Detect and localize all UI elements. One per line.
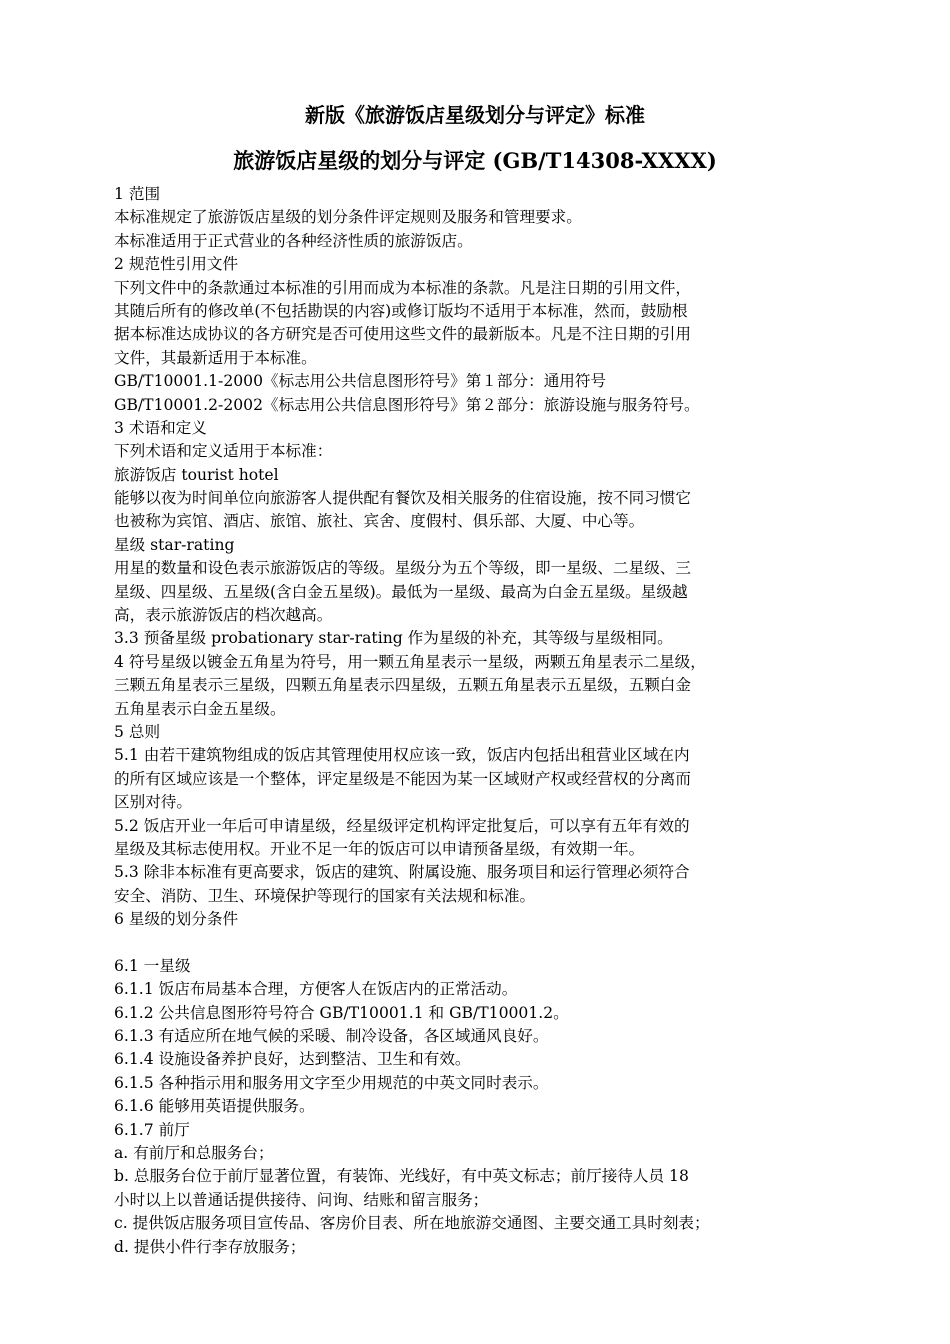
body-text-line: c. 提供饭店服务项目宣传品、客房价目表、所在地旅游交通图、主要交通工具时刻表； xyxy=(114,1214,710,1233)
body-text-line: 文件，其最新适用于本标准。 xyxy=(114,348,317,367)
body-text-line: 6.1.7 前厅 xyxy=(114,1120,190,1139)
body-text-line: 下列术语和定义适用于本标准： xyxy=(114,442,333,461)
body-text-line: 本标准规定了旅游饭店星级的划分条件评定规则及服务和管理要求。 xyxy=(114,208,582,227)
body-text-line: 5.1 由若干建筑物组成的饭店其管理使用权应该一致，饭店内包括出租营业区域在内 xyxy=(114,746,690,765)
body-text-line: 据本标准达成协议的各方研究是否可使用这些文件的最新版本。凡是不注日期的引用 xyxy=(114,325,691,344)
body-text-line: 6 星级的划分条件 xyxy=(114,910,239,929)
body-text-line: 用星的数量和设色表示旅游饭店的等级。星级分为五个等级，即一星级、二星级、三 xyxy=(114,559,691,578)
body-text-line: 也被称为宾馆、酒店、旅馆、旅社、宾舍、度假村、俱乐部、大厦、中心等。 xyxy=(114,512,645,531)
body-text-line: 旅游饭店 tourist hotel xyxy=(114,465,279,484)
body-text-line: 下列文件中的条款通过本标准的引用而成为本标准的条款。凡是注日期的引用文件， xyxy=(114,278,691,297)
body-text-line: 4 符号星级以镀金五角星为符号，用一颗五角星表示一星级，两颗五角星表示二星级， xyxy=(114,652,706,671)
body-text-line: 6.1.2 公共信息图形符号符合 GB/T10001.1 和 GB/T10001.2。 xyxy=(114,1003,569,1022)
body-text-line: 5.2 饭店开业一年后可申请星级，经星级评定机构评定批复后，可以享有五年有效的 xyxy=(114,816,690,835)
body-text-line: 5 总则 xyxy=(114,722,161,741)
body-text-line: GB/T10001.1-2000《标志用公共信息图形符号》第１部分：通用符号 xyxy=(114,372,607,391)
body-text-line: 6.1.1 饭店布局基本合理，方便客人在饭店内的正常活动。 xyxy=(114,980,518,999)
body-text-line: 6.1 一星级 xyxy=(114,956,191,975)
body-text-line: 五角星表示白金五星级。 xyxy=(114,699,286,718)
body-text-line: 能够以夜为时间单位向旅游客人提供配有餐饮及相关服务的住宿设施，按不同习惯它 xyxy=(114,489,691,508)
body-text-line: 3.3 预备星级 probationary star-rating 作为星级的补充，其等级与星级相同。 xyxy=(114,629,673,648)
body-text-line: 本标准适用于正式营业的各种经济性质的旅游饭店。 xyxy=(114,231,473,250)
body-text-line xyxy=(114,932,854,955)
body-text-line: d. 提供小件行李存放服务； xyxy=(114,1237,306,1256)
body-text-line: 小时以上以普通话提供接待、问询、结账和留言服务； xyxy=(114,1190,489,1209)
body-text-line: 星级及其标志使用权。开业不足一年的饭店可以申请预备星级，有效期一年。 xyxy=(114,839,645,858)
body-text-line: 6.1.3 有适应所在地气候的采暖、制冷设备，各区域通风良好。 xyxy=(114,1027,549,1046)
body-text-line: a. 有前厅和总服务台； xyxy=(114,1144,274,1163)
body-text-line: 6.1.6 能够用英语提供服务。 xyxy=(114,1097,315,1116)
body-text-line: 3 术语和定义 xyxy=(114,418,207,437)
body-text-line: 安全、消防、卫生、环境保护等现行的国家有关法规和标准。 xyxy=(114,886,536,905)
body-text-line: 其随后所有的修改单(不包括勘误的内容)或修订版均不适用于本标准，然而，鼓励根 xyxy=(114,301,688,320)
body-text-line: 三颗五角星表示三星级，四颗五角星表示四星级，五颗五角星表示五星级，五颗白金 xyxy=(114,676,691,695)
body-text-line: 区别对待。 xyxy=(114,793,192,812)
body-text-line: b. 总服务台位于前厅显著位置，有装饰、光线好，有中英文标志；前厅接待人员 18 xyxy=(114,1167,689,1186)
body-text-line: 高，表示旅游饭店的档次越高。 xyxy=(114,606,333,625)
body-text-line: 星级 star-rating xyxy=(114,535,235,554)
body-text-line: 6.1.4 设施设备养护良好，达到整洁、卫生和有效。 xyxy=(114,1050,471,1069)
body-text-line: 星级、四星级、五星级(含白金五星级)。最低为一星级、最高为白金五星级。星级越 xyxy=(114,582,688,601)
body-text-line: 6.1.5 各种指示用和服务用文字至少用规范的中英文同时表示。 xyxy=(114,1073,549,1092)
body-text-line: 的所有区域应该是一个整体，评定星级是不能因为某一区域财产权或经营权的分离而 xyxy=(114,769,691,788)
document-body xyxy=(114,183,854,1259)
body-text-line: 5.3 除非本标准有更高要求，饭店的建筑、附属设施、服务项目和运行管理必须符合 xyxy=(114,863,690,882)
document-title: 新版《旅游饭店星级划分与评定》标准 xyxy=(305,103,645,127)
body-text-line: 2 规范性引用文件 xyxy=(114,255,239,274)
body-text-line: 1 范围 xyxy=(114,185,161,203)
body-text-line: GB/T10001.2-2002《标志用公共信息图形符号》第２部分：旅游设施与服务符号。 xyxy=(114,395,700,414)
document-subtitle: 旅游饭店星级的划分与评定 (GB/T14308-XXXX) xyxy=(233,148,717,173)
